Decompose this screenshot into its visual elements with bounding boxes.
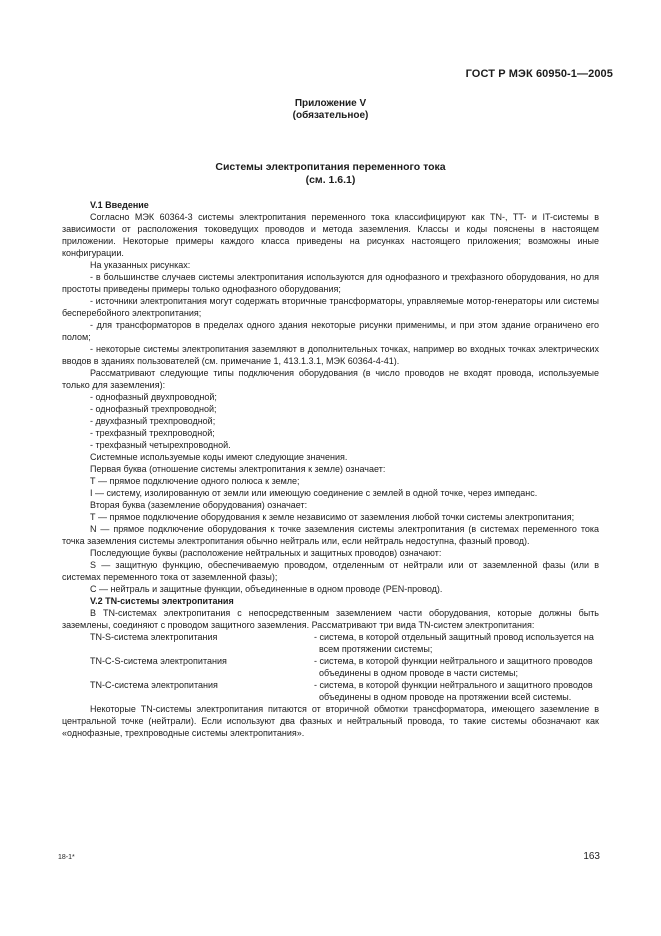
- connection-type: - однофазный трехпроводной;: [90, 404, 217, 414]
- print-mark: 18-1*: [58, 854, 75, 861]
- tn-paragraph: В TN-системах электропитания с непосредственным заземлением части оборудования, которые должны быть заземлены, соединяют с проводом защитного заземления. Рассматривают три вида TN-систем электропитания:: [62, 608, 599, 630]
- tn-system-description: [314, 631, 599, 655]
- connection-type: - двухфазный трехпроводной;: [90, 416, 216, 426]
- tn-system-desc-line: объединены в одном проводе в части системы;: [319, 668, 518, 678]
- intro-heading: V.1 Введение: [90, 200, 149, 210]
- tn-heading: V.2 TN-системы электропитания: [90, 596, 234, 606]
- tn-system-desc-line: всем протяжении системы;: [319, 644, 433, 654]
- second-letter-heading: Вторая буква (заземление оборудования) означает:: [90, 500, 308, 510]
- connection-type: - однофазный двухпроводной;: [90, 392, 217, 402]
- connection-types-lead: Рассматривают следующие типы подключения оборудования (в число проводов не входят провода, используемые только для заземления):: [62, 368, 599, 390]
- code-definition: S — защитную функцию, обеспечиваемую проводом, отделенным от нейтрали или от заземленной фазы (или в системах переменного тока от заземленной фазы);: [62, 560, 599, 582]
- document-code: ГОСТ Р МЭК 60950-1—2005: [465, 68, 613, 80]
- code-definition: Т — прямое подключение оборудования к земле независимо от заземления любой точки системы электропитания;: [90, 512, 575, 522]
- page-number: 163: [583, 851, 600, 862]
- tn-system-name: TN-C-S-система электропитания: [90, 656, 227, 666]
- next-letters-heading: Последующие буквы (расположение нейтральных и защитных проводов) означают:: [90, 548, 442, 558]
- codes-lead: Системные используемые коды имеют следующие значения.: [90, 452, 348, 462]
- code-definition: N — прямое подключение оборудования к точке заземления системы электропитания (в системах переменного тока точка заземления системы электропитания обычно нейтраль или, если нейтраль недоступна, фазный провод).: [62, 524, 599, 546]
- first-letter-heading: Первая буква (отношение системы электропитания к земле) означает:: [90, 464, 386, 474]
- code-definition: I — систему, изолированную от земли или имеющую соединение с землей в одной точке, через импеданс.: [90, 488, 538, 498]
- tn-system-row: [62, 679, 599, 703]
- appendix-title: Приложение V: [294, 98, 367, 109]
- tn-system-desc-line: - система, в которой отдельный защитный провод используется на: [314, 632, 594, 642]
- tn-system-desc-line: - система, в которой функции нейтрального и защитного проводов: [314, 680, 593, 690]
- figure-note: - источники электропитания могут содержать вторичные трансформаторы, управляемые мотор-генераторы или системы бесперебойного электропитания;: [62, 296, 599, 318]
- connection-type: - трехфазный трехпроводной;: [90, 428, 215, 438]
- figure-note: - некоторые системы электропитания заземляют в дополнительных точках, например во входных точках электрических вводов в зданиях пользователей (см. примечание 1, 413.1.3.1, МЭК 60364-4-41).: [62, 344, 599, 366]
- tn-system-description: [314, 655, 599, 679]
- figure-note: - в большинстве случаев системы электропитания используются для однофазного и трехфазного оборудования, но для простоты приведены примеры только однофазного оборудования;: [62, 272, 599, 294]
- appendix-subtitle: (обязательное): [292, 110, 369, 121]
- intro-paragraph: Согласно МЭК 60364-3 системы электропитания переменного тока классифицируют как TN-, TT- и IT-системы в зависимости от расположения токоведущих проводов и метода заземления. Классы и коды пояснены в настоящем приложении. Некоторые примеры каждого класса приведены на рисунках настоящего приложения; возможны иные конфигурации.: [62, 212, 599, 258]
- tn-system-name: TN-C-система электропитания: [90, 680, 218, 690]
- tn-system-row: [62, 655, 599, 679]
- appendix-heading: [0, 98, 661, 122]
- section-title: Системы электропитания переменного тока: [215, 161, 446, 173]
- figures-lead: На указанных рисунках:: [90, 260, 191, 270]
- tn-closing-paragraph: Некоторые TN-системы электропитания питаются от вторичной обмотки трансформатора, имеющего заземление в центральной точке (нейтрали). Если используют два фазных и нейтральный провода, то такие системы обозначают как «однофазные, трехпроводные системы электропитания».: [62, 704, 599, 738]
- document-body: [62, 199, 599, 739]
- section-reference: (см. 1.6.1): [305, 174, 356, 186]
- tn-system-description: [314, 679, 599, 703]
- code-definition: С — нейтраль и защитные функции, объединенные в одном проводе (PEN-провод).: [90, 584, 443, 594]
- figure-note: - для трансформаторов в пределах одного здания некоторые рисунки применимы, и при этом здание ограничено его полом;: [62, 320, 599, 342]
- tn-system-name: TN-S-система электропитания: [90, 632, 218, 642]
- tn-system-desc-line: - система, в которой функции нейтрального и защитного проводов: [314, 656, 593, 666]
- section-heading: [0, 161, 661, 187]
- tn-system-desc-line: объединены в одном проводе на протяжении всей системы.: [319, 692, 572, 702]
- tn-system-row: [62, 631, 599, 655]
- code-definition: Т — прямое подключение одного полюса к земле;: [90, 476, 300, 486]
- connection-type: - трехфазный четырехпроводной.: [90, 440, 231, 450]
